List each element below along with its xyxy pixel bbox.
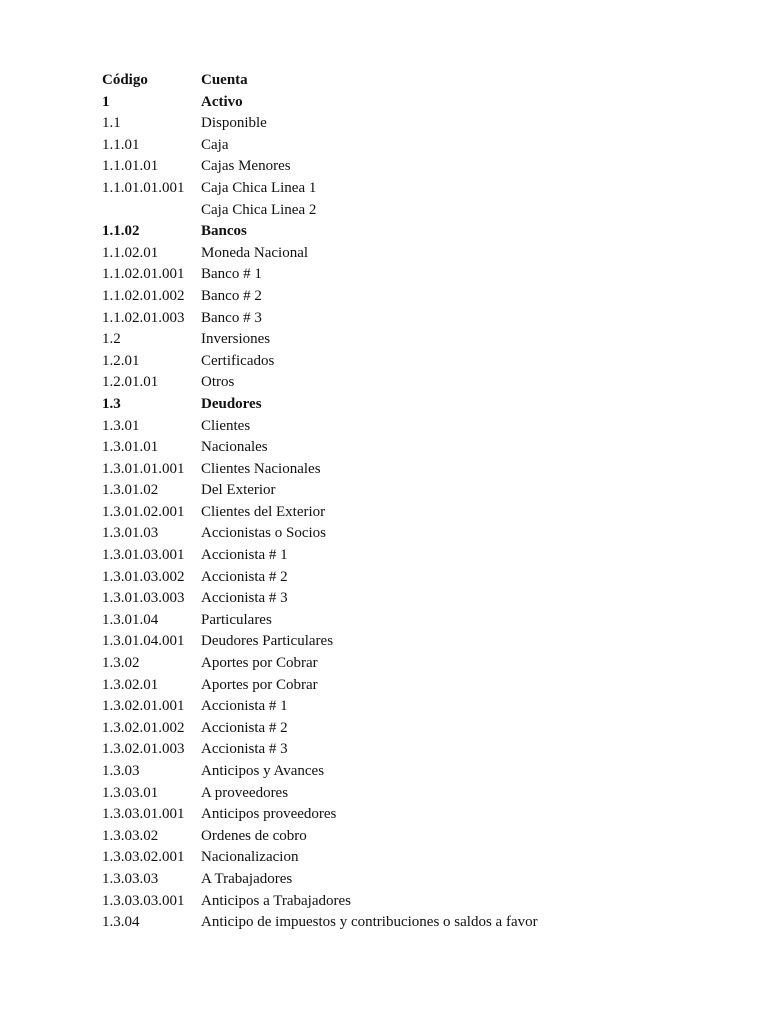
table-row bbox=[102, 113, 722, 135]
account-name: Anticipos a Trabajadores bbox=[201, 892, 351, 909]
account-name: Ordenes de cobro bbox=[201, 827, 307, 844]
table-row bbox=[102, 416, 722, 438]
account-code: 1.3.01.02.001 bbox=[102, 503, 185, 520]
table-row bbox=[102, 804, 722, 826]
account-code: 1.3.03.01 bbox=[102, 784, 159, 801]
account-name: Accionista # 3 bbox=[201, 741, 288, 758]
table-row bbox=[102, 653, 722, 675]
account-code: 1.3.02 bbox=[102, 655, 140, 672]
table-row bbox=[102, 135, 722, 157]
table-row bbox=[102, 351, 722, 373]
account-name: Bancos bbox=[201, 223, 247, 240]
account-name: Otros bbox=[201, 374, 235, 391]
account-code: 1.3.01.01.001 bbox=[102, 460, 185, 477]
account-code: 1.3.01 bbox=[102, 417, 140, 434]
account-code: 1.1.02 bbox=[102, 223, 140, 240]
account-name: Accionistas o Socios bbox=[201, 525, 326, 542]
account-code: 1.3.03.03.001 bbox=[102, 892, 185, 909]
account-code: 1.3.01.03 bbox=[102, 525, 159, 542]
account-name: Accionista # 1 bbox=[201, 698, 288, 715]
account-code: 1.1.01.01.001 bbox=[102, 179, 185, 196]
account-name: Accionista # 2 bbox=[201, 568, 288, 585]
account-code: 1.1.02.01.001 bbox=[102, 266, 185, 283]
table-row bbox=[102, 869, 722, 891]
account-name: Cajas Menores bbox=[201, 158, 291, 175]
account-code: 1.3.02.01.001 bbox=[102, 698, 185, 715]
account-code: 1.3.01.04.001 bbox=[102, 633, 185, 650]
account-name: Certificados bbox=[201, 352, 275, 369]
table-row bbox=[102, 891, 722, 913]
account-code: 1.1.01.01 bbox=[102, 158, 159, 175]
table-row bbox=[102, 502, 722, 524]
account-name: Nacionales bbox=[201, 439, 268, 456]
table-row bbox=[102, 610, 722, 632]
table-row bbox=[102, 372, 722, 394]
table-row bbox=[102, 826, 722, 848]
account-name: Moneda Nacional bbox=[201, 244, 309, 261]
table-row bbox=[102, 178, 722, 200]
account-code: 1.3.02.01 bbox=[102, 676, 159, 693]
account-column-header: Cuenta bbox=[201, 72, 248, 88]
account-name: Banco # 1 bbox=[201, 266, 262, 283]
account-code: 1.1.02.01 bbox=[102, 244, 159, 261]
account-code: 1.3.01.03.002 bbox=[102, 568, 185, 585]
account-name: Aportes por Cobrar bbox=[201, 655, 318, 672]
account-name: Anticipo de impuestos y contribuciones o saldos a favor bbox=[201, 914, 538, 931]
table-row bbox=[102, 696, 722, 718]
account-code: 1 bbox=[102, 93, 110, 110]
table-row bbox=[102, 480, 722, 502]
table-row bbox=[102, 588, 722, 610]
account-name: Accionista # 2 bbox=[201, 719, 288, 736]
account-code: 1.3 bbox=[102, 395, 121, 412]
account-name: Banco # 3 bbox=[201, 309, 262, 326]
table-row bbox=[102, 675, 722, 697]
table-row bbox=[102, 847, 722, 869]
account-name: A proveedores bbox=[201, 784, 289, 801]
table-header-row bbox=[102, 70, 722, 92]
table-row bbox=[102, 308, 722, 330]
account-code bbox=[102, 200, 201, 222]
account-name: Clientes del Exterior bbox=[201, 503, 326, 520]
chart-of-accounts-table bbox=[102, 70, 722, 934]
account-name: Nacionalizacion bbox=[201, 849, 299, 866]
table-row bbox=[102, 567, 722, 589]
code-column-header: Código bbox=[102, 72, 148, 88]
account-code: 1.3.01.02 bbox=[102, 482, 159, 499]
table-row bbox=[102, 545, 722, 567]
account-name: Deudores bbox=[201, 395, 262, 412]
table-row bbox=[102, 783, 722, 805]
account-name: Activo bbox=[201, 93, 243, 110]
account-name: Caja Chica Linea 2 bbox=[201, 201, 317, 218]
account-name: Clientes Nacionales bbox=[201, 460, 321, 477]
account-code: 1.3.04 bbox=[102, 914, 140, 931]
table-body bbox=[102, 92, 722, 934]
account-code: 1.1.02.01.002 bbox=[102, 287, 185, 304]
table-row bbox=[102, 286, 722, 308]
account-code: 1.3.01.04 bbox=[102, 611, 159, 628]
table-row bbox=[102, 761, 722, 783]
account-name: Accionista # 3 bbox=[201, 590, 288, 607]
account-code: 1.2.01 bbox=[102, 352, 140, 369]
account-name: Anticipos y Avances bbox=[201, 763, 325, 779]
account-name: Caja Chica Linea 1 bbox=[201, 179, 317, 196]
table-row bbox=[102, 718, 722, 740]
account-code: 1.3.01.03.003 bbox=[102, 590, 185, 607]
account-code: 1.2.01.01 bbox=[102, 374, 159, 391]
account-code: 1.1.01 bbox=[102, 136, 140, 153]
table-row bbox=[102, 243, 722, 265]
account-name: Aportes por Cobrar bbox=[201, 676, 318, 693]
account-name: Deudores Particulares bbox=[201, 633, 334, 650]
account-code: 1.3.02.01.002 bbox=[102, 719, 185, 736]
table-row bbox=[102, 523, 722, 545]
table-row bbox=[102, 92, 722, 114]
table-row bbox=[102, 459, 722, 481]
account-name: Del Exterior bbox=[201, 482, 276, 499]
account-code: 1.3.03 bbox=[102, 763, 140, 779]
account-code: 1.3.01.01 bbox=[102, 439, 159, 456]
table-row bbox=[102, 912, 722, 934]
table-row bbox=[102, 221, 722, 243]
table-row bbox=[102, 156, 722, 178]
account-name: Caja bbox=[201, 136, 229, 153]
table-row bbox=[102, 264, 722, 286]
table-row bbox=[102, 631, 722, 653]
account-name: Disponible bbox=[201, 115, 267, 132]
table-row bbox=[102, 394, 722, 416]
account-code: 1.1.02.01.003 bbox=[102, 309, 185, 326]
account-name: Clientes bbox=[201, 417, 251, 434]
table-row bbox=[102, 200, 722, 222]
account-code: 1.3.03.03 bbox=[102, 870, 159, 887]
account-name: Banco # 2 bbox=[201, 287, 262, 304]
account-name: Anticipos proveedores bbox=[201, 806, 337, 823]
account-code: 1.3.02.01.003 bbox=[102, 741, 185, 758]
table-row bbox=[102, 329, 722, 351]
account-code: 1.3.03.02.001 bbox=[102, 849, 185, 866]
table-row bbox=[102, 739, 722, 761]
account-code: 1.2 bbox=[102, 331, 121, 348]
account-code: 1.3.03.01.001 bbox=[102, 806, 185, 823]
account-code: 1.3.03.02 bbox=[102, 827, 159, 844]
account-name: A Trabajadores bbox=[201, 870, 293, 887]
account-name: Particulares bbox=[201, 611, 272, 628]
account-name: Inversiones bbox=[201, 331, 271, 348]
account-name: Accionista # 1 bbox=[201, 547, 288, 564]
account-code: 1.1 bbox=[102, 115, 121, 132]
table-row bbox=[102, 437, 722, 459]
account-code: 1.3.01.03.001 bbox=[102, 547, 185, 564]
